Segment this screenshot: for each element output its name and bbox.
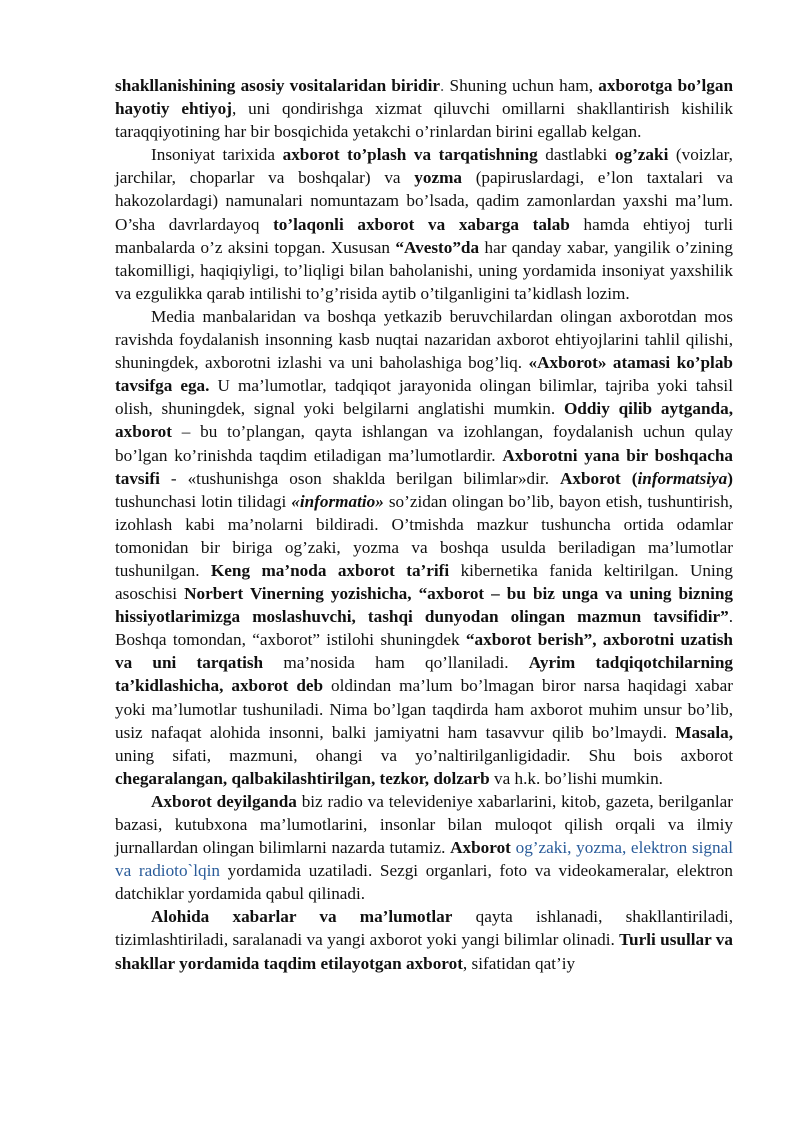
text-run: tushunchasi lotin tilidagi — [115, 491, 292, 511]
emphasis-text: “Avesto”da — [395, 237, 480, 257]
text-run: biz radio va televideniye xabarlarini, kitob, gazeta, berilganlar bazasi, kutubxona ma’lumotlarini, insonlar bilan muloqot qilish orqali va ilmiy jurnallardan olingan bilimlarni nazarda tutamiz. — [115, 791, 733, 858]
emphasis-text: Axborotni yana bir boshqacha tavsifi — [115, 445, 733, 488]
text-run: yordamida uzatiladi. Sezgi organlari, foto va videokameralar, elektron datchiklar yordamida qabul qilinadi. — [115, 861, 733, 904]
emphasis-text: Norbert Vinerning yozishicha, “axborot – bu biz unga va uning bizning hissiyotlarimizga moslashuvchi, tashqi dunyodan olingan mazmun tavsifidir” — [115, 584, 734, 627]
text-run: Media manbalaridan va boshqa yetkazib beruvchilardan olingan axborotdan mos ravishda foydalanish insonning kasb nuqtai nazaridan axborot ehtiyojlarini tahlil qilishi, shuningdek, axborotni izlashi va uni baholashiga bog’liq. — [115, 306, 733, 373]
text-run: Insoniyat tarixida — [151, 145, 283, 165]
text-run: (voizlar, jarchilar, choparlar va boshqalar) va — [115, 145, 733, 188]
text-run: oldindan ma’lum bo’lmagan biror narsa haqidagi xabar yoki ma’lumotlar tushuniladi. Nima bo’lgan taqdirda ham axborot muhim unsur bo’lib, usiz nafaqat alohida insonni, balki jamiyatni ham tasavvur qilib bo’lmaydi. — [115, 676, 733, 742]
emphasis-text: yozma — [414, 168, 462, 188]
text-run: - «tushunishga oson shaklda berilgan bilimlar»dir. — [159, 468, 560, 488]
text-run: qayta ishlanadi, shakllantiriladi, tizimlashtiriladi, saralanadi va yangi axborot yoki yangi bilimlar olinadi. — [115, 907, 733, 950]
emphasis-text: shakllanishining asosiy vositalaridan biridir — [115, 76, 441, 95]
emphasis-text: og’zaki — [614, 145, 669, 165]
text-run: , uni qondirishga xizmat qiluvchi omillarni shakllantirish kishilik taraqqiyotining har bir bosqichida yetakchi o’rinlardan birini egallab kelgan. — [115, 99, 733, 142]
emphasis-text: «informatio» — [291, 491, 384, 511]
emphasis-text: Ayrim tadqiqotchilarning ta’kidlashicha, axborot deb — [115, 653, 733, 696]
emphasis-text: ) — [727, 468, 733, 488]
emphasis-text: Axborot — [450, 838, 511, 858]
emphasis-text: chegaralangan, qalbakilashtirilgan, tezkor, dolzarb — [115, 768, 490, 788]
paragraph-5 — [115, 905, 733, 974]
emphasis-text: . — [440, 76, 450, 95]
text-run: dastlabki — [537, 145, 615, 165]
text-run: , sifatidan qat’iy — [462, 953, 576, 973]
emphasis-text: Axborot deyilganda — [151, 791, 297, 811]
emphasis-text: Alohida xabarlar va ma’lumotlar — [151, 907, 453, 927]
text-run: kibernetika fanida keltirilgan. Uning asoschisi — [115, 560, 733, 604]
emphasis-text: Keng ma’noda axborot ta’rifi — [210, 560, 450, 580]
highlighted-text: og’zaki, yozma, elektron signal va radioto`lqin — [115, 838, 733, 881]
text-run: . Boshqa tomondan, “axborot” istilohi shuningdek — [115, 607, 733, 650]
text-run: uning sifati, mazmuni, ohangi va yo’naltirilganligidadir. Shu bois axborot — [115, 745, 733, 765]
text-run: hamda ehtiyoj turli manbalarda o’z aksini topgan. Xususan — [115, 214, 733, 257]
document-page — [115, 74, 733, 975]
emphasis-text: Masala, — [675, 722, 733, 742]
emphasis-text: Oddiy qilib aytganda, axborot — [115, 399, 733, 442]
text-run: – bu to’plangan, qayta ishlangan va izohlangan, foydalanish uchun qulay bo’lgan ko’rinishda taqdim etiladigan ma’lumotlardir. — [115, 422, 733, 465]
paragraph-1 — [115, 74, 733, 143]
emphasis-text: “axborot berish”, axborotni uzatish va uni tarqatish — [115, 630, 733, 673]
emphasis-text: axborot to’plash va tarqatishning — [282, 145, 538, 165]
paragraph-3 — [115, 305, 733, 790]
paragraph-4 — [115, 790, 733, 905]
emphasis-text: Axborot ( — [559, 468, 638, 488]
text-run: (papiruslardagi, e’lon taxtalari va hakozolardagi) namunalari nomuntazam bo’lsada, qadim zamonlardan yaxshi ma’lum. O’sha davrlardayoq — [115, 168, 733, 234]
paragraph-2 — [115, 143, 733, 305]
emphasis-text: axborotga bo’lgan hayotiy ehtiyoj — [115, 76, 734, 119]
emphasis-text: informatsiya — [637, 468, 728, 488]
text-run: har qanday xabar, yangilik o’zining takomilligi, haqiqiyligi, to’liqligi bilan baholanishi, uning yordamida insoniyat yaxshilik va ezgulikka qarab intilishi to’g’risida aytib o’tilganligini ta’kidlash lozim. — [115, 237, 733, 303]
emphasis-text: Turli usullar va shakllar yordamida taqdim etilayotgan axborot — [115, 930, 733, 973]
text-run: Shuning uchun ham, — [449, 76, 599, 95]
emphasis-text: to’laqonli axborot va xabarga talab — [273, 214, 570, 234]
text-run: ma’nosida ham qo’llaniladi. — [263, 653, 529, 673]
text-run: U ma’lumotlar, tadqiqot jarayonida olingan bilimlar, tajriba yoki tahsil olish, shuningdek, signal yoki belgilarni anglatishi mumkin. — [115, 376, 733, 419]
text-run: so’zidan olingan bo’lib, bayon etish, tushuntirish, izohlash kabi ma’nolarni bildiradi. O’tmishda mazkur tushuncha ortida odamlar tomonidan bir biriga og’zaki, yozma va boshqa usulda beriladigan ma’lumotlar tushunilgan. — [115, 491, 733, 580]
emphasis-text: «Axborot» atamasi ko’plab tavsifga ega. — [115, 353, 733, 396]
text-run: va h.k. bo’lishi mumkin. — [489, 768, 663, 788]
